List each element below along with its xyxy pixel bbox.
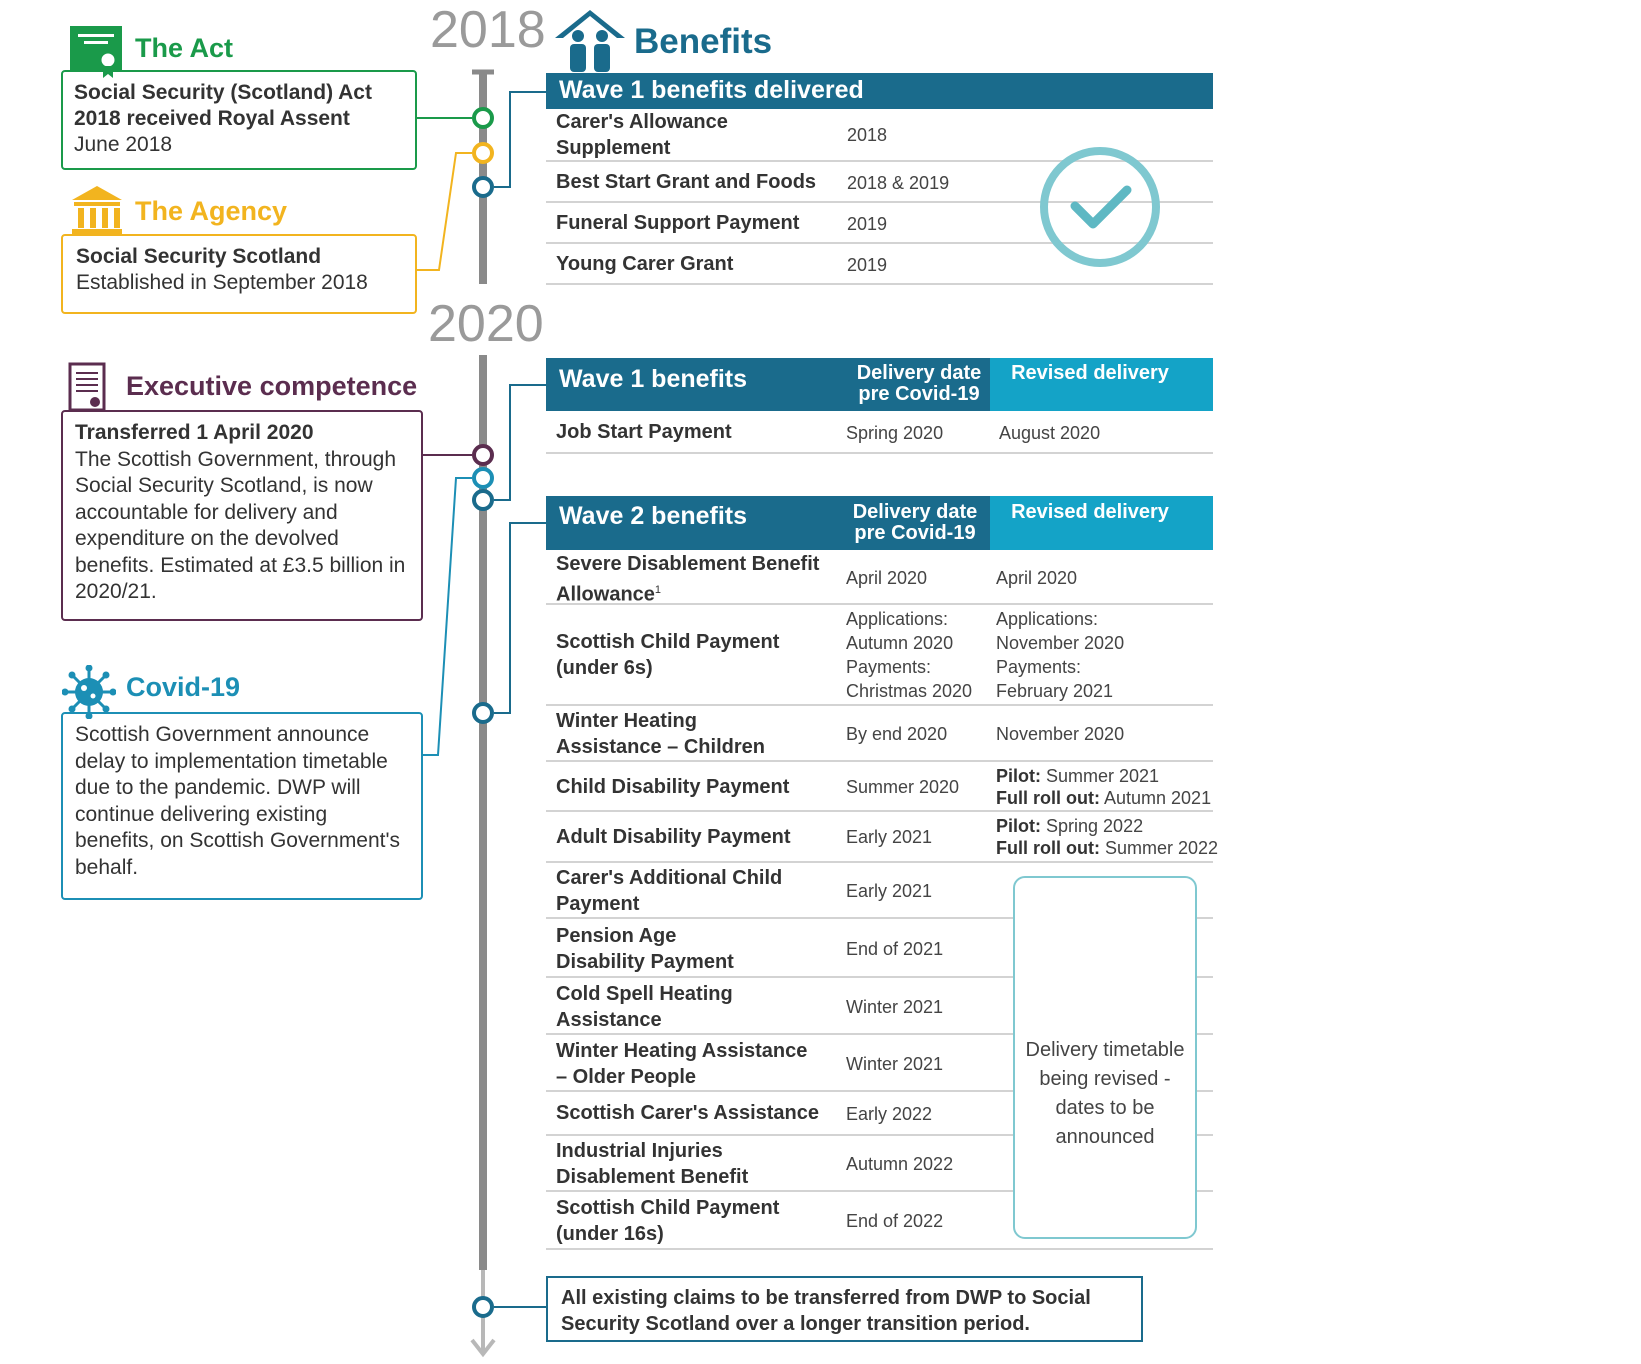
col-revised-bg (990, 358, 1213, 411)
benefit-date: Early 2021 (846, 881, 933, 901)
col-revised: Revised delivery (1011, 362, 1169, 384)
node-exec (474, 446, 492, 464)
table-row (546, 550, 1213, 605)
node-covid (474, 469, 492, 487)
col-revised-bg (990, 496, 1213, 550)
wave1-delivered-header-label: Wave 1 benefits delivered (559, 76, 864, 104)
connector-wave1-delivered (494, 92, 546, 187)
wave2-header-label: Wave 2 benefits (559, 502, 748, 530)
benefit-date: Applications: Autumn 2020 Payments: Christmas 2020 (846, 609, 973, 701)
revising-note-text: Delivery timetable being revised - dates to be announced (1025, 1039, 1185, 1148)
year-2020: 2020 (428, 295, 544, 353)
document-icon (68, 362, 108, 414)
checkmark-icon (1035, 142, 1165, 272)
act-date: June 2018 (74, 133, 173, 156)
benefit-date: By end 2020 (846, 724, 948, 744)
node-agency (474, 144, 492, 162)
table-row (546, 762, 1213, 812)
benefit-date: 2018 & 2019 (847, 173, 950, 193)
final-note: All existing claims to be transferred from DWP to Social Security Scotland over a longer transition period. (546, 1276, 1143, 1342)
rollout-value: Autumn 2021 (1104, 788, 1212, 808)
benefit-date: 2019 (847, 214, 888, 234)
pilot-value: Summer 2021 (1046, 766, 1160, 786)
wave2-table (546, 496, 1219, 1256)
benefit-name: Scottish Child Payment (under 6s) (556, 631, 780, 679)
benefit-name: Carer's Allowance Supplement (556, 111, 728, 159)
pilot-value: Spring 2022 (1046, 816, 1144, 836)
connector-wave1 (494, 385, 546, 500)
agency-date: Established in September 2018 (76, 271, 368, 294)
virus-icon (62, 665, 116, 719)
benefit-date: Autumn 2022 (846, 1154, 954, 1174)
benefit-name: Job Start Payment (556, 421, 732, 443)
benefit-name: Young Carer Grant (556, 253, 734, 275)
col-delivery-date: Delivery date pre Covid-19 (856, 362, 982, 405)
rollout-value: Summer 2022 (1105, 838, 1219, 858)
exec-card (61, 410, 423, 621)
wave1-header-label: Wave 1 benefits (559, 365, 748, 393)
benefit-name: Scottish Child Payment (under 16s) (556, 1197, 780, 1245)
col-delivery-date: Delivery date pre Covid-19 (852, 501, 978, 544)
exec-title: Executive competence (126, 371, 418, 401)
benefit-date: April 2020 (846, 568, 928, 588)
rollout-label: Full roll out: (996, 838, 1100, 858)
table-row (546, 706, 1213, 762)
connector-covid (423, 478, 472, 755)
benefit-date: Summer 2020 (846, 777, 960, 797)
benefits-title: Benefits (634, 22, 773, 61)
table-row (546, 411, 1213, 454)
benefit-name-text: Severe Disablement Benefit Allowance (556, 553, 820, 606)
col-revised: Revised delivery (1011, 501, 1169, 523)
benefit-name: Child Disability Payment (556, 776, 790, 798)
benefit-revised (996, 765, 1211, 809)
benefit-name: Funeral Support Payment (556, 212, 800, 234)
covid-title: Covid-19 (126, 672, 241, 702)
benefit-date: Early 2021 (846, 827, 933, 847)
benefit-date: End of 2021 (846, 939, 944, 959)
benefit-name: Cold Spell Heating Assistance (556, 983, 733, 1031)
benefit-date: 2018 (847, 125, 888, 145)
benefit-date: Early 2022 (846, 1104, 933, 1124)
benefit-name: Industrial Injuries Disablement Benefit (556, 1140, 749, 1188)
benefit-date: Winter 2021 (846, 997, 944, 1017)
node-wave2 (474, 704, 492, 722)
table-row (546, 812, 1219, 863)
exec-date: Transferred 1 April 2020 (75, 421, 314, 444)
act-text: Social Security (Scotland) Act 2018 received Royal Assent (74, 81, 372, 130)
benefit-revised: April 2020 (996, 568, 1078, 588)
benefit-revised: Applications: November 2020 Payments: February 2021 (996, 609, 1125, 701)
covid-card (61, 712, 423, 900)
node-wave1 (474, 491, 492, 509)
benefit-name: Winter Heating Assistance – Older People (556, 1040, 808, 1088)
footnote-marker: 1 (654, 584, 662, 596)
benefit-name: Winter Heating Assistance – Children (556, 710, 765, 758)
act-card (61, 70, 417, 170)
year-2018: 2018 (430, 1, 546, 59)
benefit-date: End of 2022 (846, 1211, 944, 1231)
table-row (546, 605, 1213, 706)
pilot-label: Pilot: (996, 766, 1041, 786)
pilot-label: Pilot: (996, 816, 1041, 836)
wave1-delivered-header (546, 73, 1213, 109)
benefit-revised: August 2020 (999, 423, 1101, 443)
revising-note-box (1013, 876, 1197, 1239)
exec-text: The Scottish Government, through Social Security Scotland, is now accountable for delivery and expenditure on the devolved benefits. Estimated at £3.5 billion in 2020/21. (75, 447, 406, 603)
node-final (474, 1298, 492, 1316)
wave1-header (546, 358, 1213, 411)
benefit-name (556, 551, 841, 608)
benefit-name: Pension Age Disability Payment (556, 925, 734, 973)
rollout-label: Full roll out: (996, 788, 1100, 808)
building-icon (70, 186, 124, 236)
connector-wave2 (494, 523, 546, 713)
benefit-name: Best Start Grant and Foods (556, 171, 817, 193)
benefit-name: Scottish Carer's Assistance (556, 1102, 820, 1124)
benefit-revised: November 2020 (996, 724, 1125, 744)
agency-text: Social Security Scotland (76, 245, 322, 268)
benefit-date: Winter 2021 (846, 1054, 944, 1074)
node-wave1-delivered (474, 178, 492, 196)
connector-agency (417, 153, 472, 270)
people-icon (555, 10, 625, 72)
act-title: The Act (135, 33, 234, 63)
agency-title: The Agency (135, 196, 288, 226)
covid-text: Scottish Government announce delay to implementation timetable due to the pandemic. DWP will continue delivering existing benefits, on Scottish Government's behalf. (75, 723, 401, 879)
benefit-name: Carer's Additional Child Payment (556, 867, 783, 915)
benefit-date: 2019 (847, 255, 888, 275)
wave2-header (546, 496, 1213, 550)
benefit-revised (996, 815, 1218, 859)
wave1-table (546, 358, 1213, 454)
agency-card (61, 234, 417, 314)
node-act (474, 109, 492, 127)
benefit-name: Adult Disability Payment (556, 826, 791, 848)
benefit-date: Spring 2020 (846, 423, 944, 443)
